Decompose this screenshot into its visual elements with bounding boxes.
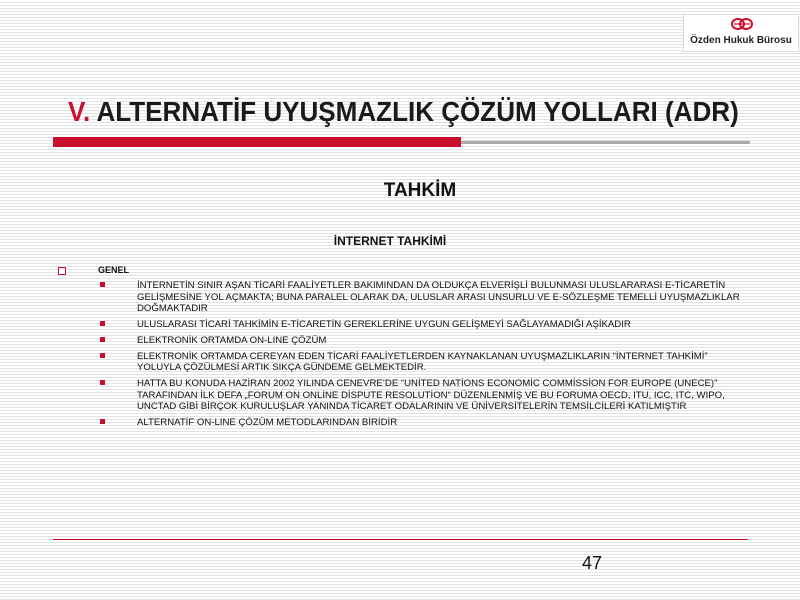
square-bullet-icon [100,419,105,424]
list-item [100,417,750,429]
list-item-text: İNTERNETİN SINIR AŞAN TİCARİ FAALİYETLER BAKIMINDAN DA OLDUKÇA ELVERİŞLİ BULUNMASI ULUSLARARASI E-TİCARETİN GELİŞMESİNE YOL AÇMAKTA; BUNA PARALEL OLARAK DA, ULUSLAR ARASI UNSURLU VE E-SÖZLEŞME TEMELLİ UYUŞMAZLIKLAR DOĞMAKTADIR [137,280,740,315]
title-divider-line [461,141,750,144]
list-item [100,351,750,374]
company-logo [683,14,799,52]
list-item-text: ULUSLARASI TİCARİ TAHKİMİN E-TİCARETİN GEREKLERİNE UYGUN GELİŞMEYİ SAĞLAYAMADIĞI AŞİKADIR [137,319,631,331]
linked-rings-logo-icon [730,17,754,31]
section-heading: İNTERNET TAHKİMİ [333,234,447,248]
outline-heading: GENEL [98,265,130,275]
logo-text: Özden Hukuk Bürosu [690,35,792,46]
title-divider-accent [53,137,461,147]
square-bullet-icon [100,380,105,385]
list-item-text: ELEKTRONİK ORTAMDA CEREYAN EDEN TİCARİ FAALİYETLERDEN KAYNAKLANAN UYUŞMAZLIKLARIN “İNTERNET TAHKİMİ” YOLUYLA ÇÖZÜLMESİ ARTIK SIKÇA GÜNDEME GELMEKTEDİR. [137,350,708,374]
list-item [100,280,750,315]
list-item [100,319,750,331]
list-item-text: ALTERNATİF ON-LINE ÇÖZÜM METODLARINDAN BİRİDİR [137,417,398,429]
square-bullet-icon [100,282,105,287]
slide-subtitle: TAHKİM [383,180,457,201]
title-text: ALTERNATİF UYUŞMAZLIK ÇÖZÜM YOLLARI (ADR) [96,96,739,127]
list-item-text: HATTA BU KONUDA HAZİRAN 2002 YILINDA CENEVRE’DE “UNİTED NATİONS ECONOMİC COMMİSSİON FOR EUROPE (UNECE)” TARAFINDAN İLK DEFA „FORUM ON ONLİNE DİSPUTE RESOLUTİON“ DÜZENLENMİŞ VE BU FORUMA OECD, ITU, ICC, ITC, WIPO, UNCTAD GİBİ BİRÇOK KURULUŞLAR YANINDA TİCARET ODALARININ VE ÜNİVERSİTELERİN TEMSİLCİLERİ KATILMIŞTIR [137,377,725,413]
list-item [100,335,750,347]
slide-title [68,96,739,128]
list-item [100,378,750,413]
footer-divider [53,539,748,540]
square-bullet-icon [100,321,105,326]
bullet-list [100,280,750,429]
square-bullet-icon [100,337,105,342]
page-number: 47 [582,553,603,573]
hollow-square-bullet-icon [58,267,66,275]
square-bullet-icon [100,353,105,358]
title-divider [53,137,750,147]
title-number: V. [68,96,91,127]
list-item-text: ELEKTRONİK ORTAMDA ON-LINE ÇÖZÜM [137,334,327,346]
